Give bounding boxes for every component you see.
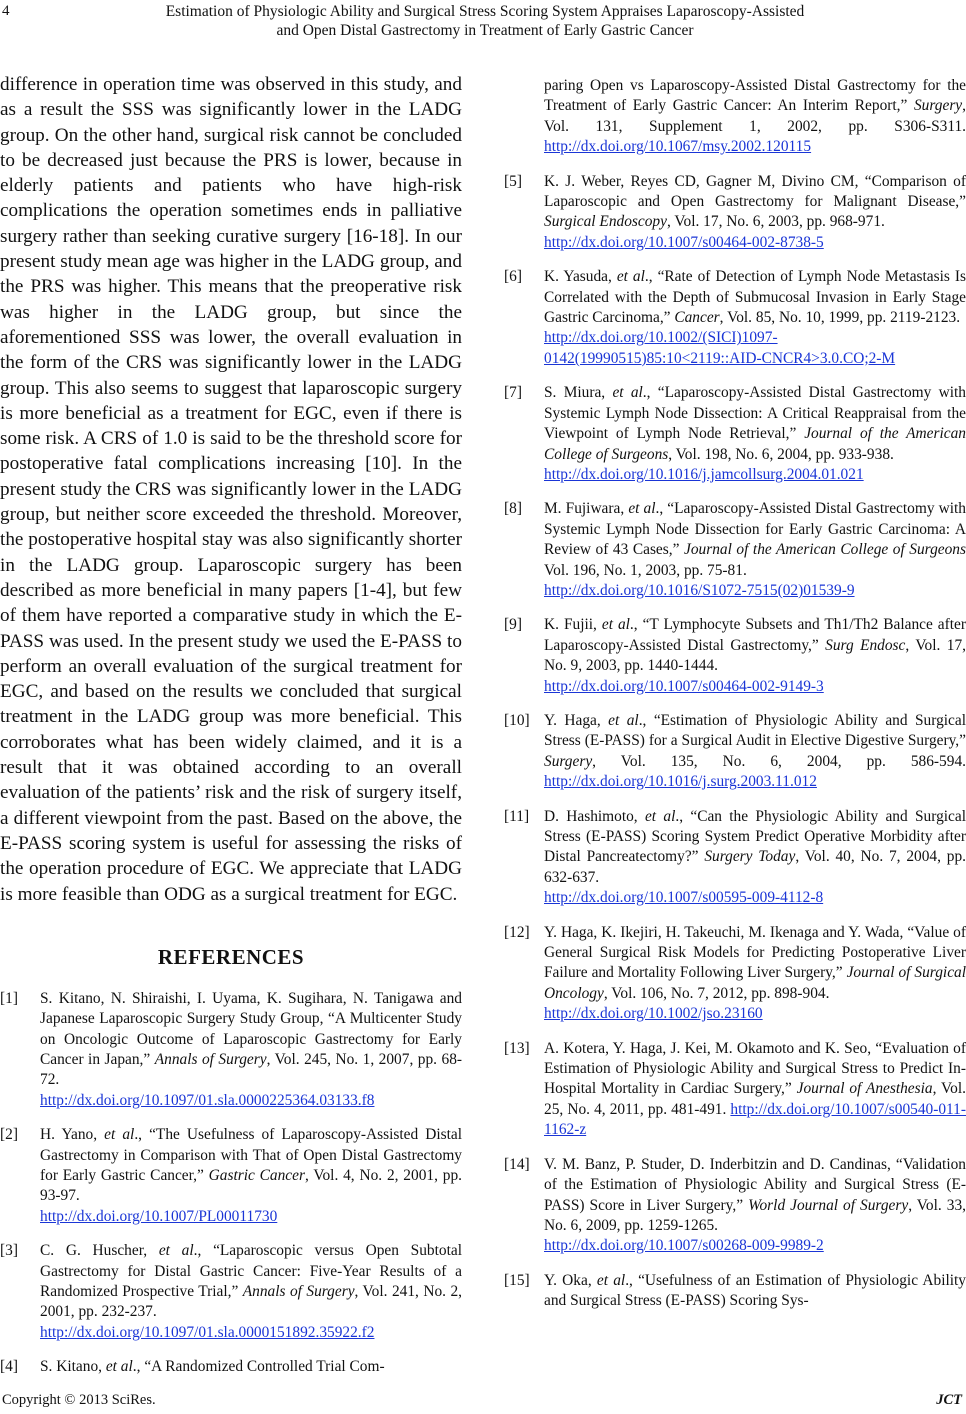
reference-title: ., “A Randomized Controlled Trial Com- bbox=[132, 1358, 385, 1376]
reference-details: , Vol. 33, No. 6, 2009, pp. 1259-1265. bbox=[544, 1196, 966, 1234]
reference-journal: Surgery Today bbox=[704, 848, 796, 866]
reference-number: [1] bbox=[0, 989, 18, 1007]
reference-journal: Surg Endosc bbox=[825, 636, 906, 654]
reference-item bbox=[504, 1155, 966, 1257]
reference-authors: S. Kitano, bbox=[40, 1358, 106, 1376]
reference-et-al: et al bbox=[612, 384, 643, 402]
reference-et-al: et al bbox=[158, 1242, 194, 1260]
reference-item bbox=[0, 989, 462, 1111]
reference-et-al: et al bbox=[601, 616, 630, 634]
references-heading: REFERENCES bbox=[157, 944, 305, 969]
reference-doi-link[interactable]: http://dx.doi.org/10.1002/(SICI)1097-0142(19990515)85:10<2119::AID-CNCR4>3.0.CO;2-M bbox=[544, 329, 896, 367]
reference-details: , Vol. 106, No. 7, 2012, pp. 898-904. bbox=[603, 984, 830, 1002]
reference-item bbox=[504, 76, 966, 158]
reference-et-al: et al bbox=[616, 268, 645, 286]
reference-authors: Y. Oka, bbox=[544, 1271, 597, 1289]
reference-journal: Journal of Anesthesia bbox=[796, 1080, 933, 1098]
reference-doi-link[interactable]: http://dx.doi.org/10.1002/jso.23160 bbox=[544, 1005, 763, 1023]
reference-details: , Vol. 241, No. 2, 2001, pp. 232-237. bbox=[40, 1283, 463, 1321]
references-list-left bbox=[0, 989, 462, 1378]
reference-journal: Journal of the American College of Surgeons bbox=[683, 541, 966, 559]
reference-authors: A. Kotera, Y. Haga, J. Kei, M. Okamoto and K. Seo, “Evaluation of Estimation of Physiologic Ability and Surgical Stress to Predict In-Hospital Mortality in Cardiac Surgery,” bbox=[544, 1039, 966, 1098]
reference-item bbox=[0, 1125, 462, 1227]
reference-authors: paring Open vs Laparoscopy-Assisted Distal Gastrectomy for the Treatment of Early Gastric Cancer: An Interim Report,” bbox=[544, 77, 966, 115]
right-column bbox=[504, 76, 966, 1326]
reference-item bbox=[504, 1039, 966, 1141]
reference-doi-link[interactable]: http://dx.doi.org/10.1016/j.jamcollsurg.2004.01.021 bbox=[544, 465, 864, 483]
reference-doi-link[interactable]: http://dx.doi.org/10.1007/s00595-009-4112-8 bbox=[544, 889, 824, 907]
reference-et-al: et al bbox=[644, 807, 676, 825]
reference-authors: V. M. Banz, P. Studer, D. Inderbitzin and D. Candinas, “Validation of the Estimation of Physiologic Ability and Surgical Stress (E-PASS) Score in Liver Surgery,” bbox=[544, 1155, 966, 1214]
reference-authors: S. Miura, bbox=[544, 384, 613, 402]
reference-details: , Vol. 131, Supplement 1, 2002, pp. S306-S311. bbox=[544, 97, 966, 135]
reference-item bbox=[504, 615, 966, 697]
reference-number: [8] bbox=[504, 500, 522, 518]
reference-title: ., “Estimation of Physiologic Ability and Surgical Stress (E-PASS) for a Surgical Audit in Elective Digestive Surgery,” bbox=[544, 711, 966, 750]
reference-authors: K. Yasuda, bbox=[544, 268, 617, 286]
reference-et-al: et al bbox=[104, 1126, 135, 1144]
reference-doi-link[interactable]: http://dx.doi.org/10.1016/j.surg.2003.11.012 bbox=[544, 773, 817, 791]
reference-journal: Journal of the American College of Surgeons bbox=[544, 425, 966, 463]
reference-number: [12] bbox=[504, 923, 530, 941]
reference-number: [10] bbox=[504, 711, 530, 729]
page-header bbox=[0, 0, 966, 44]
reference-item bbox=[504, 383, 966, 485]
reference-doi-link[interactable]: http://dx.doi.org/10.1097/01.sla.0000151892.35922.f2 bbox=[40, 1323, 375, 1341]
reference-number: [13] bbox=[504, 1039, 530, 1057]
reference-title: ., “Laparoscopic versus Open Subtotal Gastrectomy for Distal Gastric Cancer: Five-Year Results of a Randomized Prospective Trial,” bbox=[40, 1242, 462, 1301]
journal-abbreviation: JCT bbox=[936, 1392, 962, 1408]
reference-item bbox=[504, 172, 966, 254]
reference-journal: Surgery bbox=[913, 97, 963, 115]
reference-details: Vol. 196, No. 1, 2003, pp. 75-81. bbox=[544, 561, 747, 579]
reference-title: ., “Rate of Detection of Lymph Node Metastasis Is Correlated with the Depth of Submucosal Invasion in Early Stage Gastric Carcinoma,” bbox=[544, 268, 966, 327]
reference-details: , Vol. 17, No. 9, 2003, pp. 1440-1444. bbox=[544, 636, 966, 675]
reference-number: [9] bbox=[504, 616, 522, 634]
reference-details: , Vol. 25, No. 4, 2011, pp. 481-491. bbox=[544, 1080, 966, 1118]
reference-et-al: et al bbox=[596, 1271, 626, 1289]
reference-doi-link[interactable]: http://dx.doi.org/10.1016/S1072-7515(02)01539-9 bbox=[544, 581, 855, 599]
reference-journal: Journal of Surgical Oncology bbox=[544, 964, 966, 1002]
reference-journal: Cancer bbox=[674, 309, 720, 327]
reference-doi-link[interactable]: http://dx.doi.org/10.1007/s00268-009-9989-2 bbox=[544, 1237, 824, 1255]
reference-number: [3] bbox=[0, 1242, 18, 1260]
reference-item bbox=[504, 267, 966, 369]
reference-doi-link[interactable]: http://dx.doi.org/10.1007/PL00011730 bbox=[40, 1207, 278, 1225]
reference-authors: M. Fujiwara, bbox=[544, 500, 629, 518]
reference-item bbox=[0, 1241, 462, 1343]
reference-doi-link[interactable]: http://dx.doi.org/10.1067/msy.2002.120115 bbox=[544, 138, 812, 156]
reference-item bbox=[504, 807, 966, 909]
reference-doi-link[interactable]: http://dx.doi.org/10.1097/01.sla.0000225364.03133.f8 bbox=[40, 1091, 375, 1109]
reference-number: [14] bbox=[504, 1155, 530, 1173]
reference-number: [2] bbox=[0, 1126, 18, 1144]
reference-authors: S. Kitano, N. Shiraishi, I. Uyama, K. Sugihara, N. Tanigawa and Japanese Laparoscopic Surgery Study Group, “A Multicenter Study on Oncologic Outcome of Laparoscopic Gastrectomy for Early Cancer in Japan,” bbox=[40, 989, 462, 1069]
reference-item bbox=[504, 499, 966, 601]
reference-number: [7] bbox=[504, 384, 522, 402]
reference-et-al: et al bbox=[105, 1358, 133, 1376]
reference-number: [11] bbox=[504, 807, 530, 825]
copyright-notice: Copyright © 2013 SciRes. bbox=[2, 1392, 156, 1408]
reference-doi-link[interactable]: http://dx.doi.org/10.1007/s00464-002-9149-3 bbox=[544, 677, 824, 695]
reference-number: [4] bbox=[0, 1358, 18, 1376]
reference-item bbox=[504, 923, 966, 1025]
reference-details: , Vol. 40, No. 7, 2004, pp. 632-637. bbox=[544, 848, 966, 886]
reference-et-al: et al bbox=[628, 500, 656, 518]
page-footer bbox=[0, 1392, 966, 1414]
reference-authors: Y. Haga, bbox=[544, 711, 609, 729]
reference-item bbox=[504, 711, 966, 793]
reference-details: , Vol. 85, No. 10, 1999, pp. 2119-2123. bbox=[719, 309, 961, 327]
reference-number: [5] bbox=[504, 172, 522, 190]
reference-authors: H. Yano, bbox=[40, 1126, 105, 1144]
reference-number: [6] bbox=[504, 268, 522, 286]
reference-authors: D. Hashimoto, bbox=[544, 807, 645, 825]
page-number: 4 bbox=[2, 3, 10, 19]
reference-title: ., “Laparoscopy-Assisted Distal Gastrectomy with Systemic Lymph Node Dissection: A Critical Reappraisal from the Viewpoint of Lymph Node Retrieval,” bbox=[544, 384, 966, 443]
reference-details: , Vol. 198, No. 6, 2004, pp. 933-938. bbox=[668, 445, 894, 463]
reference-details: , Vol. 4, No. 2, 2001, pp. 93-97. bbox=[40, 1167, 462, 1205]
reference-journal: Surgery bbox=[544, 752, 593, 770]
reference-doi-link[interactable]: http://dx.doi.org/10.1007/s00540-011-1162-z bbox=[544, 1100, 966, 1139]
running-title: Estimation of Physiologic Ability and Surgical Stress Scoring System Appraises Laparoscopy-Assisted and Open Distal Gastrectomy in Treatment of Early Gastric Cancer bbox=[165, 3, 805, 39]
reference-details: , Vol. 17, No. 6, 2003, pp. 968-971. bbox=[666, 213, 885, 231]
reference-number: [15] bbox=[504, 1271, 530, 1289]
reference-details: , Vol. 245, No. 1, 2007, pp. 68-72. bbox=[40, 1051, 463, 1089]
reference-title: ., “T Lymphocyte Subsets and Th1/Th2 Balance after Laparoscopy-Assisted Distal Gastrectomy,” bbox=[544, 616, 966, 654]
reference-item bbox=[0, 1357, 462, 1377]
reference-doi-link[interactable]: http://dx.doi.org/10.1007/s00464-002-8738-5 bbox=[544, 233, 824, 251]
reference-authors: Y. Haga, K. Ikejiri, H. Takeuchi, M. Ikenaga and Y. Wada, “Value of General Surgical Risk Models for Predicting Postoperative Liver Failure and Mortality Following Liver Surgery,” bbox=[544, 923, 966, 982]
reference-journal: Surgical Endoscopy bbox=[544, 213, 667, 231]
left-column bbox=[0, 72, 462, 1392]
reference-item bbox=[504, 1271, 966, 1312]
reference-journal: Gastric Cancer bbox=[208, 1167, 305, 1185]
reference-journal: World Journal of Surgery bbox=[748, 1196, 909, 1214]
reference-authors: C. G. Huscher, bbox=[40, 1242, 159, 1260]
reference-journal: Annals of Surgery bbox=[154, 1051, 267, 1069]
reference-title: ., “The Usefulness of Laparoscopy-Assisted Distal Gastrectomy in Comparison with That of Open Distal Gastrectomy for Early Gastric Cancer,” bbox=[40, 1126, 462, 1185]
reference-journal: Annals of Surgery bbox=[242, 1283, 355, 1301]
discussion-paragraph: difference in operation time was observed in this study, and as a result the SSS was significantly lower in the LADG group. On the other hand, surgical risk cannot be concluded to be decreased just because the PRS is lower, because in elderly patients and patients who have high-risk complications the operation sometimes ends in palliative surgery rather than seeking curative surgery [16-18]. In our present study mean age was higher in the LADG group, and the PRS was higher. This means that the preoperative risk was higher in the LADG group, but since the aforementioned SSS was lower, the overall evaluation in the form of the CRS was significantly lower in the LADG group. This also seems to suggest that laparoscopic surgery is more beneficial as a treatment for EGC, even if there is some risk. A CRS of 1.0 is said to be the threshold score for postoperative fatal complications increasing [10]. In the present study the CRS was significantly lower in the LADG group, but neither score exceeded the threshold. Moreover, the postoperative hospital stay was also significantly shorter in the LADG group. Laparoscopic surgery has been described as more beneficial in many papers [1-4], but few of them have reported a comparative study in which the E-PASS was used. In the present study we used the E-PASS to perform an overall evaluation of the surgical treatment for EGC, and based on the results we concluded that surgical treatment in the LADG group was more beneficial. This corroborates what has been widely claimed, and it is a result that it was obtained according to an overall evaluation of the patients’ risk and the risk of surgery itself, a different viewpoint from the past. Based on the above, the E-PASS scoring system is useful for assessing the risks of the operation procedure of EGC. We appreciate that LADG is more feasible than ODG as a surgical treatment for EGC. bbox=[0, 74, 462, 905]
reference-authors: K. J. Weber, Reyes CD, Gagner M, Divino CM, “Comparison of Laparoscopic and Open Gastrectomy for Malignant Disease,” bbox=[544, 172, 966, 211]
reference-details: , Vol. 135, No. 6, 2004, pp. 586-594. bbox=[592, 752, 966, 770]
reference-title: ., “Can the Physiologic Ability and Surgical Stress (E-PASS) Scoring System Predict Operative Morbidity after Distal Pancreatectomy?” bbox=[544, 807, 966, 866]
reference-authors: K. Fujii, bbox=[544, 616, 602, 634]
reference-title: ., “Usefulness of an Estimation of Physiologic Ability and Surgical Stress (E-PASS) Scoring Sys- bbox=[544, 1271, 966, 1310]
reference-title: ., “Laparoscopy-Assisted Distal Gastrectomy with Systemic Lymph Node Dissection for Early Gastric Carcinoma: A Review of 43 Cases,” bbox=[544, 500, 966, 559]
reference-et-al: et al bbox=[608, 711, 639, 729]
references-list-right bbox=[504, 76, 966, 1312]
